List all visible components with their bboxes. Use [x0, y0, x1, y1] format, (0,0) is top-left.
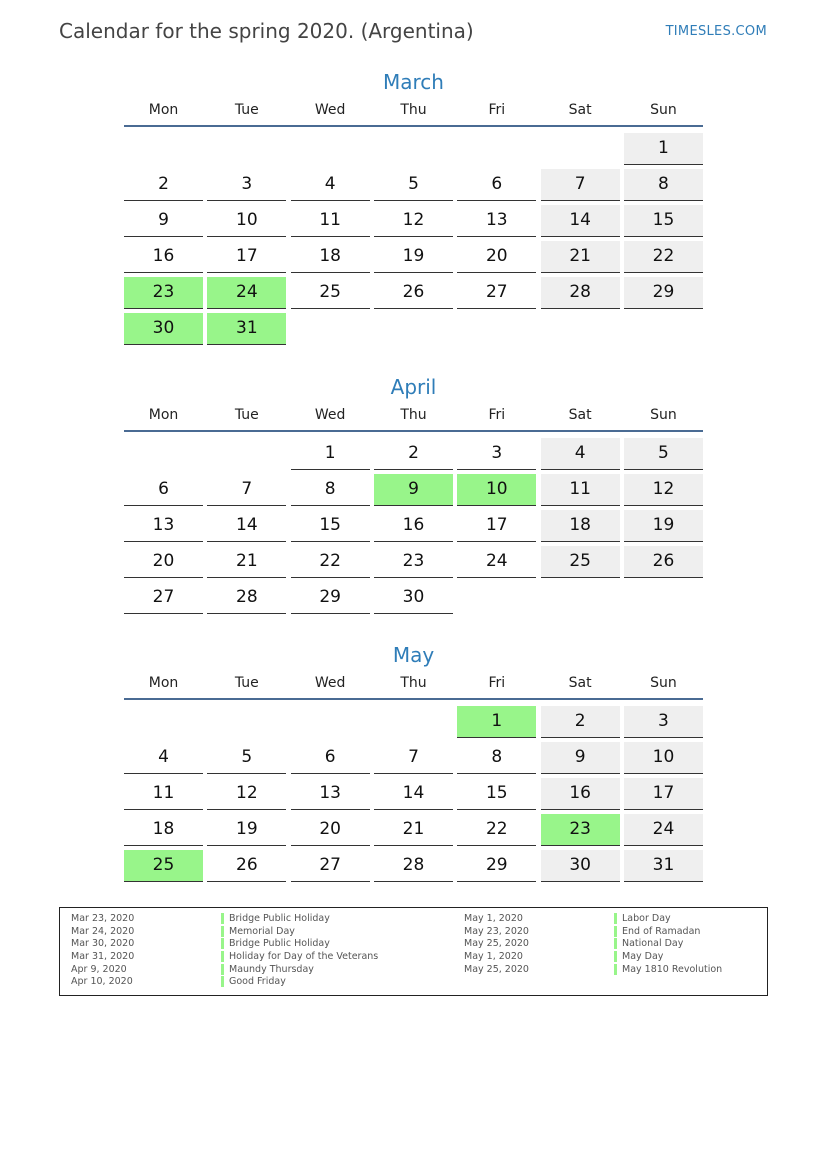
holiday-marker [221, 926, 224, 937]
day-cell: 13 [124, 510, 203, 542]
legend-item [464, 951, 722, 964]
weekday-header [124, 671, 703, 696]
day-cell: 22 [291, 546, 370, 578]
page-title: Calendar for the spring 2020. (Argentina) [59, 19, 474, 43]
header-rule [124, 125, 703, 127]
month-title: April [390, 375, 437, 399]
holiday-day-cell: 1 [457, 706, 536, 738]
day-cell: 29 [291, 582, 370, 614]
legend-date: Apr 9, 2020 [71, 963, 127, 975]
legend-holiday-name: Good Friday [229, 976, 286, 988]
day-cell: 10 [207, 205, 286, 237]
day-cell: 15 [457, 778, 536, 810]
empty-cell [207, 706, 286, 737]
day-cell: 1 [624, 133, 703, 165]
legend-holiday-name: May 1810 Revolution [622, 963, 723, 975]
holiday-day-cell: 10 [457, 474, 536, 506]
day-cell: 31 [624, 850, 703, 882]
holiday-day-cell: 25 [124, 850, 203, 882]
day-cell: 29 [457, 850, 536, 882]
day-cell: 28 [374, 850, 453, 882]
day-grid [124, 133, 703, 345]
legend-holiday-name: Bridge Public Holiday [229, 938, 330, 950]
day-cell: 12 [207, 778, 286, 810]
day-cell: 2 [124, 169, 203, 201]
weekday-label: Wed [314, 675, 346, 691]
header-rule [124, 698, 703, 700]
legend-date: Apr 10, 2020 [71, 976, 133, 988]
day-cell: 9 [124, 205, 203, 237]
day-cell: 23 [374, 546, 453, 578]
weekday-label: Sat [568, 675, 592, 691]
legend-date: Mar 23, 2020 [71, 913, 135, 924]
weekday-label: Thu [400, 675, 427, 691]
day-cell: 5 [374, 169, 453, 201]
holiday-legend [59, 907, 768, 996]
day-cell: 7 [374, 742, 453, 774]
day-cell: 15 [291, 510, 370, 542]
header-rule [124, 430, 703, 432]
day-cell: 21 [541, 241, 620, 273]
day-cell: 6 [457, 169, 536, 201]
legend-item [71, 938, 378, 951]
empty-cell [207, 438, 286, 469]
legend-date: May 1, 2020 [464, 913, 523, 924]
holiday-day-cell: 9 [374, 474, 453, 506]
weekday-label: Wed [314, 102, 346, 118]
weekday-label: Tue [234, 102, 259, 118]
day-cell: 24 [624, 814, 703, 846]
holiday-day-cell: 23 [541, 814, 620, 846]
empty-cell [374, 706, 453, 737]
holiday-marker [614, 964, 617, 975]
holiday-marker [614, 913, 617, 924]
legend-date: Mar 24, 2020 [71, 925, 135, 937]
day-cell: 5 [207, 742, 286, 774]
empty-cell [124, 438, 203, 469]
day-cell: 8 [457, 742, 536, 774]
day-cell: 2 [374, 438, 453, 470]
empty-cell [124, 706, 203, 737]
day-cell: 26 [207, 850, 286, 882]
legend-holiday-name: Holiday for Day of the Veterans [229, 951, 379, 963]
day-cell: 4 [291, 169, 370, 201]
weekday-label: Fri [488, 675, 506, 691]
day-cell: 29 [624, 277, 703, 309]
weekday-label: Fri [488, 102, 506, 118]
holiday-marker [221, 976, 224, 987]
empty-cell [541, 133, 620, 164]
day-cell: 14 [541, 205, 620, 237]
day-cell: 18 [124, 814, 203, 846]
weekday-label: Sat [568, 102, 592, 118]
weekday-label: Tue [234, 675, 259, 691]
day-cell: 6 [124, 474, 203, 506]
day-cell: 14 [374, 778, 453, 810]
legend-holiday-name: Memorial Day [229, 925, 295, 937]
day-cell: 4 [124, 742, 203, 774]
legend-item [71, 913, 378, 926]
day-cell: 19 [207, 814, 286, 846]
holiday-day-cell: 24 [207, 277, 286, 309]
legend-date: Mar 30, 2020 [71, 938, 135, 950]
legend-item [464, 938, 722, 951]
day-cell: 17 [624, 778, 703, 810]
day-cell: 28 [541, 277, 620, 309]
day-cell: 7 [541, 169, 620, 201]
weekday-label: Mon [148, 675, 179, 691]
day-cell: 13 [291, 778, 370, 810]
legend-holiday-name: National Day [622, 938, 684, 950]
day-cell: 17 [457, 510, 536, 542]
holiday-marker [614, 951, 617, 962]
legend-item [71, 976, 378, 989]
holiday-marker [221, 938, 224, 949]
empty-cell [207, 133, 286, 164]
day-cell: 4 [541, 438, 620, 470]
holiday-marker [221, 951, 224, 962]
day-cell: 8 [624, 169, 703, 201]
day-cell: 15 [624, 205, 703, 237]
legend-column-right [464, 913, 722, 976]
day-cell: 19 [624, 510, 703, 542]
weekday-label: Sun [650, 407, 677, 423]
site-link[interactable]: TIMESLES.COM [665, 24, 767, 39]
weekday-label: Mon [148, 102, 179, 118]
day-cell: 18 [291, 241, 370, 273]
holiday-day-cell: 23 [124, 277, 203, 309]
day-cell: 21 [374, 814, 453, 846]
weekday-label: Sun [650, 102, 677, 118]
legend-item [464, 926, 722, 939]
day-cell: 26 [624, 546, 703, 578]
day-cell: 11 [541, 474, 620, 506]
month-april [124, 373, 703, 614]
day-cell: 21 [207, 546, 286, 578]
month-march [124, 68, 703, 345]
day-cell: 17 [207, 241, 286, 273]
holiday-day-cell: 30 [124, 313, 203, 345]
day-cell: 7 [207, 474, 286, 506]
legend-column-left [71, 913, 378, 989]
legend-holiday-name: Labor Day [622, 913, 671, 924]
empty-cell [457, 133, 536, 164]
holiday-marker [614, 926, 617, 937]
legend-item [71, 951, 378, 964]
empty-cell [374, 133, 453, 164]
month-may [124, 641, 703, 882]
day-cell: 30 [541, 850, 620, 882]
legend-holiday-name: Maundy Thursday [229, 963, 314, 975]
day-grid [124, 706, 703, 882]
day-cell: 11 [291, 205, 370, 237]
empty-cell [291, 706, 370, 737]
day-cell: 27 [457, 277, 536, 309]
day-cell: 3 [457, 438, 536, 470]
day-cell: 16 [374, 510, 453, 542]
day-cell: 16 [124, 241, 203, 273]
holiday-marker [614, 938, 617, 949]
day-cell: 1 [291, 438, 370, 470]
empty-cell [291, 133, 370, 164]
day-cell: 26 [374, 277, 453, 309]
month-title: May [392, 643, 435, 667]
day-cell: 18 [541, 510, 620, 542]
day-cell: 22 [624, 241, 703, 273]
holiday-marker [221, 913, 224, 924]
day-cell: 8 [291, 474, 370, 506]
day-cell: 22 [457, 814, 536, 846]
legend-holiday-name: Bridge Public Holiday [229, 913, 330, 924]
holiday-day-cell: 31 [207, 313, 286, 345]
weekday-label: Tue [234, 407, 259, 423]
day-cell: 5 [624, 438, 703, 470]
legend-date: May 23, 2020 [464, 925, 529, 937]
holiday-marker [221, 964, 224, 975]
day-cell: 20 [457, 241, 536, 273]
legend-holiday-name: End of Ramadan [622, 925, 701, 937]
day-cell: 3 [624, 706, 703, 738]
day-cell: 6 [291, 742, 370, 774]
weekday-label: Sat [568, 407, 592, 423]
day-cell: 20 [124, 546, 203, 578]
day-cell: 27 [124, 582, 203, 614]
day-cell: 24 [457, 546, 536, 578]
day-cell: 2 [541, 706, 620, 738]
day-cell: 19 [374, 241, 453, 273]
day-cell: 14 [207, 510, 286, 542]
weekday-label: Thu [400, 407, 427, 423]
day-cell: 20 [291, 814, 370, 846]
legend-date: Mar 31, 2020 [71, 951, 135, 963]
day-cell: 28 [207, 582, 286, 614]
weekday-label: Mon [148, 407, 179, 423]
day-cell: 27 [291, 850, 370, 882]
day-cell: 11 [124, 778, 203, 810]
empty-cell [124, 133, 203, 164]
day-cell: 10 [624, 742, 703, 774]
weekday-label: Fri [488, 407, 506, 423]
legend-holiday-name: May Day [622, 951, 664, 963]
legend-item [71, 926, 378, 939]
day-cell: 12 [624, 474, 703, 506]
weekday-label: Thu [400, 102, 427, 118]
legend-item [464, 964, 722, 977]
legend-date: May 25, 2020 [464, 963, 529, 975]
month-title: March [383, 70, 444, 94]
day-cell: 16 [541, 778, 620, 810]
weekday-label: Wed [314, 407, 346, 423]
weekday-header [124, 98, 703, 123]
day-cell: 9 [541, 742, 620, 774]
day-cell: 3 [207, 169, 286, 201]
day-cell: 25 [541, 546, 620, 578]
legend-item [71, 964, 378, 977]
legend-date: May 1, 2020 [464, 951, 523, 963]
legend-item [464, 913, 722, 926]
day-grid [124, 438, 703, 614]
day-cell: 25 [291, 277, 370, 309]
weekday-label: Sun [650, 675, 677, 691]
weekday-header [124, 403, 703, 428]
day-cell: 30 [374, 582, 453, 614]
day-cell: 12 [374, 205, 453, 237]
legend-date: May 25, 2020 [464, 938, 529, 950]
day-cell: 13 [457, 205, 536, 237]
